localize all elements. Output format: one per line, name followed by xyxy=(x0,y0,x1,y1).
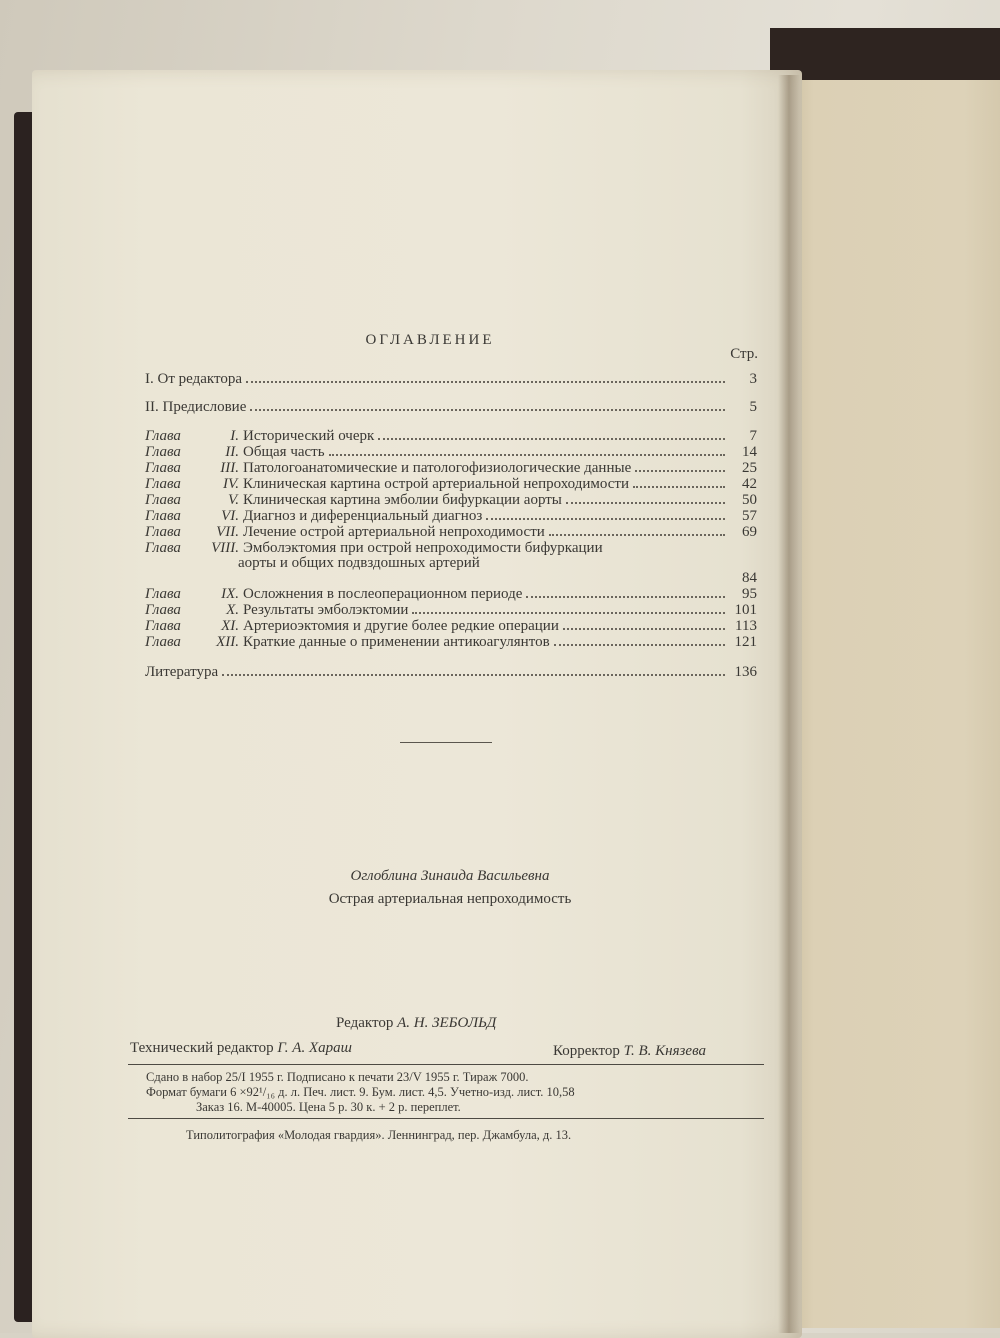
imprint-line: Заказ 16. М-40005. Цена 5 р. 30 к. + 2 р. переплет. xyxy=(196,1100,461,1114)
toc-chapter-row xyxy=(145,445,757,461)
editor-label: Редактор xyxy=(336,1015,394,1031)
chapter-title: Эмболэктомия при острой непроходимости бифуркации xyxy=(243,540,603,556)
tech-editor-name: Г. А. Хараш xyxy=(277,1040,352,1056)
chapter-number: II. xyxy=(225,444,239,460)
toc-page-number: 101 xyxy=(734,602,757,618)
tech-editor-label: Технический редактор xyxy=(130,1040,274,1056)
leader-dots xyxy=(412,603,725,614)
toc-chapter-row xyxy=(145,477,757,493)
toc-entry xyxy=(145,400,757,416)
toc-page-number: 5 xyxy=(749,399,757,415)
toc-page-number: 3 xyxy=(749,371,757,387)
chapter-word: Глава xyxy=(145,444,181,460)
toc-page-number: 69 xyxy=(742,524,757,540)
chapter-title: Клиническая картина острой артериальной непроходимости xyxy=(243,476,629,492)
chapter-number: IX. xyxy=(221,586,239,602)
toc-page-number: 57 xyxy=(742,508,757,524)
chapter-number: VIII. xyxy=(211,540,239,556)
leader-dots xyxy=(222,665,725,676)
leader-dots xyxy=(378,429,725,440)
author-name: Оглоблина Зинаида Васильевна xyxy=(350,868,550,884)
chapter-word: Глава xyxy=(145,586,181,602)
toc-page-number: 50 xyxy=(742,492,757,508)
toc-entry-label: II. Предисловие xyxy=(145,399,247,415)
book-page xyxy=(32,70,802,1338)
chapter-word: Глава xyxy=(145,540,181,556)
toc-entry xyxy=(145,372,757,388)
chapter-number: IV. xyxy=(223,476,239,492)
chapter-title: Клиническая картина эмболии бифуркации аорты xyxy=(243,492,562,508)
leader-dots xyxy=(635,461,725,472)
toc-page-number: 25 xyxy=(742,460,757,476)
editor-name: А. Н. ЗЕБОЛЬД xyxy=(397,1015,497,1031)
chapter-number: VII. xyxy=(216,524,239,540)
toc-chapter-row xyxy=(145,587,757,603)
leader-dots xyxy=(554,635,725,646)
chapter-word: Глава xyxy=(145,460,181,476)
imprint-line: Формат бумаги 6 ×92¹/₁₆ д. л. Печ. лист. 9. Бум. лист. 4,5. Учетно-изд. лист. 10,58 xyxy=(146,1085,575,1099)
section-divider xyxy=(400,742,492,743)
chapter-number: III. xyxy=(220,460,239,476)
page-gutter xyxy=(778,75,800,1333)
corrector-name: Т. В. Князева xyxy=(623,1043,706,1059)
leader-dots xyxy=(246,372,725,383)
toc-page-number: 7 xyxy=(749,428,757,444)
toc-chapter-continuation xyxy=(238,556,757,572)
toc-chapter-row xyxy=(145,603,757,619)
toc-chapter-row xyxy=(145,635,757,651)
toc-chapter-row xyxy=(145,619,757,635)
chapter-number: I. xyxy=(230,428,239,444)
chapter-number: XI. xyxy=(221,618,239,634)
toc-page-number: 42 xyxy=(742,476,757,492)
chapter-word: Глава xyxy=(145,634,181,650)
chapter-number: VI. xyxy=(221,508,239,524)
printer-line: Типолитография «Молодая гвардия». Леннинград, пер. Джамбула, д. 13. xyxy=(186,1128,572,1142)
leader-dots xyxy=(250,400,725,411)
chapter-word: Глава xyxy=(145,508,181,524)
chapter-word: Глава xyxy=(145,602,181,618)
editor-line xyxy=(336,1015,496,1032)
chapter-word: Глава xyxy=(145,618,181,634)
toc-entry-label: Литература xyxy=(145,664,219,680)
imprint-top-rule xyxy=(128,1064,764,1065)
chapter-title: Краткие данные о применении антикоагулянтов xyxy=(243,634,550,650)
page-column-label: Стр. xyxy=(730,346,758,362)
leader-dots xyxy=(549,525,725,536)
corrector-label: Корректор xyxy=(553,1043,620,1059)
toc-entry-label: I. От редактора xyxy=(145,371,242,387)
chapter-title: Артериоэктомия и другие более редкие операции xyxy=(243,618,559,634)
chapter-word: Глава xyxy=(145,476,181,492)
chapter-title: Общая часть xyxy=(243,444,325,460)
leader-dots xyxy=(329,445,725,456)
chapter-title: Патологоанатомические и патологофизиологические данные xyxy=(243,460,632,476)
toc-chapter-row xyxy=(145,429,757,445)
chapter-number: X. xyxy=(226,602,239,618)
corrector-line xyxy=(553,1043,706,1060)
leader-dots xyxy=(563,619,725,630)
chapter-word: Глава xyxy=(145,524,181,540)
chapter-word: Глава xyxy=(145,428,181,444)
leader-dots xyxy=(486,509,725,520)
chapter-title: Результаты эмболэктомии xyxy=(243,602,409,618)
toc-chapter-row xyxy=(145,525,757,541)
chapter-title: Исторический очерк xyxy=(243,428,375,444)
chapter-number: V. xyxy=(228,492,239,508)
chapter-number: XII. xyxy=(216,634,239,650)
chapter-title: Диагноз и диференциальный диагноз xyxy=(243,508,483,524)
right-page-edge xyxy=(792,80,1000,1328)
toc-page-number: 95 xyxy=(742,586,757,602)
leader-dots xyxy=(526,587,725,598)
chapter-word: Глава xyxy=(145,492,181,508)
leader-dots xyxy=(633,477,725,488)
toc-entry xyxy=(145,665,757,681)
toc-chapter-row xyxy=(145,509,757,525)
toc-chapter-row xyxy=(145,461,757,477)
imprint-bottom-rule xyxy=(128,1118,764,1119)
chapter-title-continued: аорты и общих подвздошных артерий xyxy=(238,555,480,571)
book-title: Острая артериальная непроходимость xyxy=(328,891,572,907)
chapter-title: Лечение острой артериальной непроходимости xyxy=(243,524,545,540)
toc-page-number: 136 xyxy=(734,664,757,680)
leader-dots xyxy=(566,493,725,504)
imprint-line: Сдано в набор 25/I 1955 г. Подписано к печати 23/V 1955 г. Тираж 7000. xyxy=(146,1070,529,1084)
toc-heading: ОГЛАВЛЕНИЕ xyxy=(365,332,495,348)
toc-page-number: 121 xyxy=(734,634,757,650)
toc-chapter-row xyxy=(145,493,757,509)
tech-editor-line xyxy=(130,1040,352,1057)
toc-page-only xyxy=(700,571,757,587)
toc-page-number: 113 xyxy=(735,618,757,634)
toc-page-number: 84 xyxy=(742,570,757,586)
chapter-title: Осложнения в послеоперационном периоде xyxy=(243,586,523,602)
toc-page-number: 14 xyxy=(742,444,757,460)
